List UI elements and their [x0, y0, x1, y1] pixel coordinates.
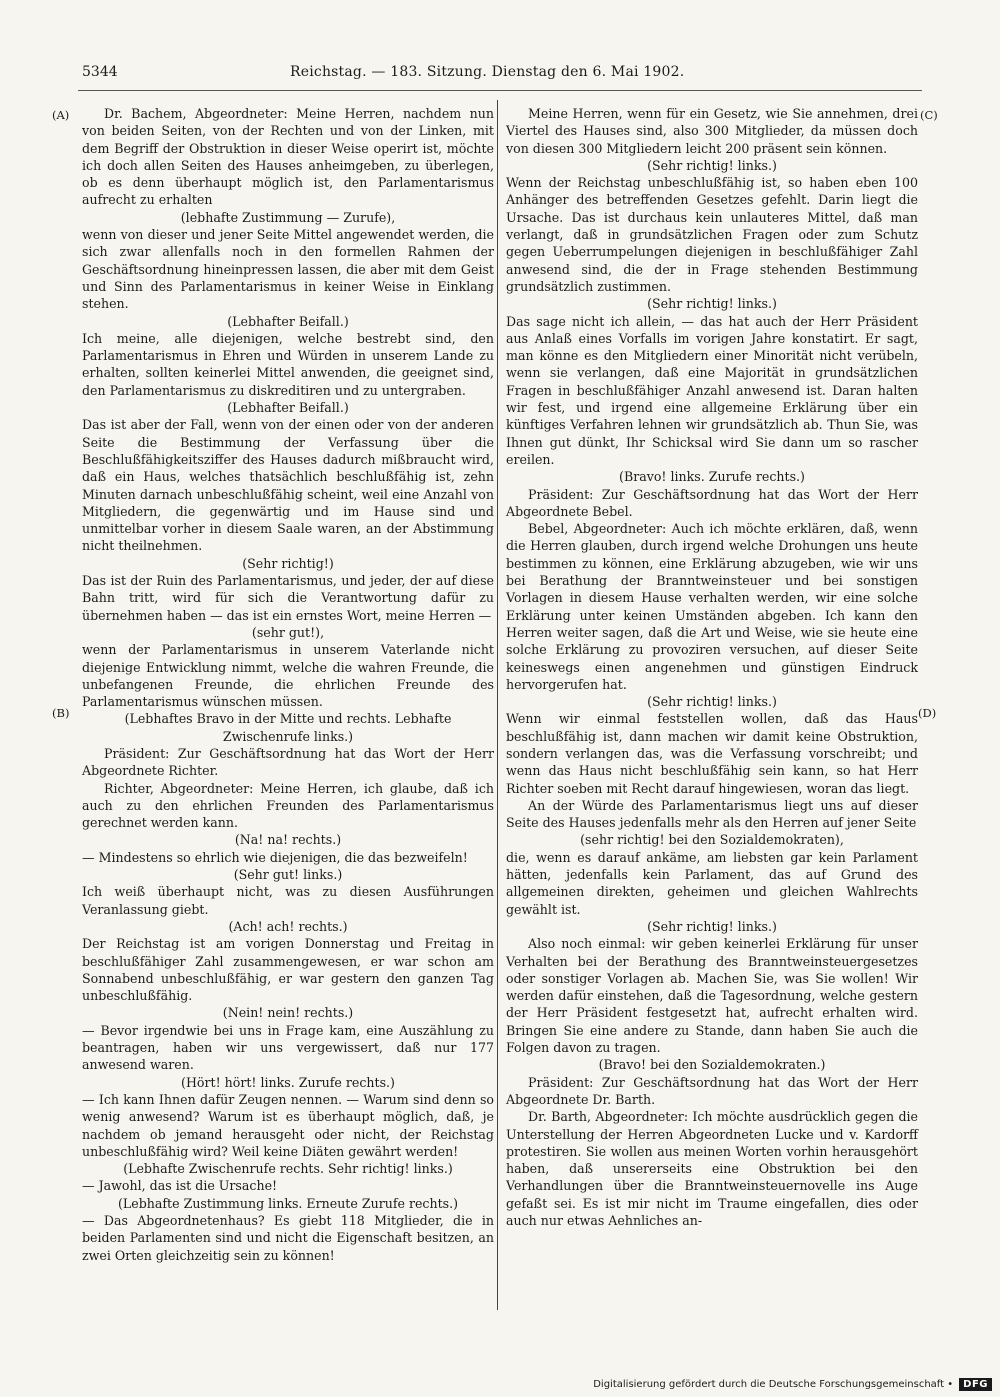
- interjection: (Ach! ach! rechts.): [228, 918, 348, 934]
- paragraph: Präsident: Zur Geschäftsordnung hat das Wort der Herr Abgeordnete Bebel.: [506, 486, 918, 519]
- footer-text: Digitalisierung gefördert durch die Deutsche Forschungsgemeinschaft •: [593, 1379, 954, 1390]
- paragraph: — Das Abgeordnetenhaus? Es giebt 118 Mitglieder, die in beiden Parlamenten sind und nicht die Eigenschaft besitzen, an zwei Orten gleichzeitig sein zu können!: [82, 1213, 494, 1263]
- footer: [593, 1378, 992, 1391]
- paragraph: — Ich kann Ihnen dafür Zeugen nennen. — Warum sind denn so wenig anwesend? Warum ist es überhaupt möglich, daß, je nachdem ob jemand herausgeht oder nicht, der Reichstag unbeschlußfähig wird? Weil keine Diäten gewährt werden!: [82, 1091, 494, 1159]
- page-number: 5344: [82, 64, 118, 80]
- margin-marker-b: (B): [52, 706, 70, 720]
- interjection: (Bravo! links. Zurufe rechts.): [619, 469, 805, 485]
- paragraph: Der Reichstag ist am vorigen Donnerstag und Freitag in beschlußfähiger Zahl zusammengewesen, er war schon am Sonnabend unbeschlußfähig, er war gestern den ganzen Tag unbeschlußfähig.: [82, 936, 494, 1004]
- paragraph: An der Würde des Parlamentarismus liegt uns auf dieser Seite des Hauses jedenfalls mehr als den Herren auf jener Seite: [506, 797, 918, 831]
- interjection: (Sehr richtig! links.): [647, 157, 777, 173]
- interjection: (Nein! nein! rechts.): [222, 1005, 354, 1021]
- paragraph: die, wenn es darauf ankäme, am liebsten gar kein Parlament hätten, jedenfalls kein Parlament, das auf Grund des allgemeinen direkten, geheimen und gleichen Wahlrechts gewählt ist.: [506, 849, 918, 917]
- interjection: (Lebhafte Zustimmung links. Erneute Zurufe rechts.): [117, 1195, 459, 1211]
- margin-marker-c: (C): [920, 108, 938, 122]
- left-column: [82, 105, 494, 1264]
- paragraph: Ich weiß überhaupt nicht, was zu diesen Ausführungen Veranlassung giebt.: [82, 884, 494, 917]
- margin-marker-d: (D): [918, 706, 937, 720]
- paragraph: Dr. Bachem, Abgeordneter: Meine Herren, nachdem nun von beiden Seiten, von der Rechten und von der Linken, mit dem Begriff der Obstruktion in dieser Weise operirt ist, möchte ich doch allen Seiten des Hauses anheimgeben, zu überlegen, ob es denn überhaupt möglich ist, den Parlamentarismus aufrecht zu erhalten: [82, 106, 494, 208]
- interjection: (Bravo! bei den Sozialdemokraten.): [598, 1057, 826, 1073]
- paragraph: Richter, Abgeordneter: Meine Herren, ich glaube, daß ich auch zu den ehrlichen Freunden des Parlamentarismus gerechnet werden kann.: [82, 780, 494, 831]
- interjection: (sehr richtig! bei den Sozialdemokraten),: [580, 832, 844, 848]
- paragraph: Präsident: Zur Geschäftsordnung hat das Wort der Herr Abgeordnete Richter.: [82, 745, 494, 779]
- right-column: [506, 105, 918, 1229]
- paragraph: Ich meine, alle diejenigen, welche bestrebt sind, den Parlamentarismus in Ehren und Würden in unserem Lande zu erhalten, sollten keinerlei Mittel anwenden, die geeignet sind, den Parlamentarismus zu diskreditiren und zu untergraben.: [82, 330, 494, 398]
- dfg-logo: DFG: [959, 1378, 992, 1391]
- paragraph: Dr. Barth, Abgeordneter: Ich möchte ausdrücklich gegen die Unterstellung der Herren Abgeordneten Lucke und v. Kardorff protestiren. Sie wollen aus meinen Worten vorhin herausgehört haben, daß unsererseits eine Obstruktion bei den Verhandlungen über die Branntweinsteuernovelle ins Auge gefaßt sei. Es ist mir nicht im Traume eingefallen, dies oder auch nur etwas Aehnliches an-: [506, 1109, 918, 1228]
- interjection: (Sehr gut! links.): [233, 867, 343, 883]
- paragraph: — Bevor irgendwie bei uns in Frage kam, eine Auszählung zu beantragen, haben wir uns vergewissert, daß nur 177 anwesend waren.: [82, 1022, 494, 1073]
- interjection: (Lebhafte Zwischenrufe rechts. Sehr richtig! links.): [123, 1161, 453, 1177]
- paragraph: Meine Herren, wenn für ein Gesetz, wie Sie annehmen, drei Viertel des Hauses sind, also 300 Mitglieder, da müssen doch von diesen 300 Mitgliedern leicht 200 präsent sein können.: [506, 106, 918, 156]
- interjection: (Lebhaftes Bravo in der Mitte und rechts. Lebhafte Zwischenrufe links.): [124, 711, 452, 744]
- paragraph: Das ist aber der Fall, wenn von der einen oder von der anderen Seite die Bestimmung der Verfassung über die Beschlußfähigkeitsziffer des Hauses dadurch mißbraucht wird, daß ein Haus, welches thatsächlich beschlußfähig ist, zehn Minuten darnach unbeschlußfähig scheint, weil eine Anzahl von Mitgliedern, die gegenwärtig und im Hause sind und unmittelbar vorher in diesem Saale waren, an der Abstimmung nicht theilnehmen.: [82, 417, 494, 554]
- interjection: (lebhafte Zustimmung — Zurufe),: [180, 209, 396, 225]
- interjection: (Na! na! rechts.): [234, 832, 342, 848]
- header-rule: [78, 90, 922, 91]
- paragraph: Also noch einmal: wir geben keinerlei Erklärung für unser Verhalten bei der Berathung des Branntweinsteuergesetzes oder sonstiger Vorlagen ab. Machen Sie, was Sie wollen! Wir werden dafür einstehen, daß die Tagesordnung, welche gestern der Herr Präsident festgesetzt hat, aufrecht erhalten wird. Bringen Sie eine andere zu Stande, dann haben Sie auch die Folgen davon zu tragen.: [506, 936, 918, 1056]
- interjection: (Sehr richtig! links.): [647, 918, 777, 934]
- paragraph: Das ist der Ruin des Parlamentarismus, und jeder, der auf diese Bahn tritt, wird für sich die Verantwortung dafür zu übernehmen haben — das ist ein ernstes Wort, meine Herren —: [82, 573, 494, 623]
- paragraph: Wenn wir einmal feststellen wollen, daß das Haus beschlußfähig ist, dann machen wir damit keine Obstruktion, sondern verlangen das, was die Verfassung vorschreibt; und wenn das Haus nicht beschlußfähig sein kann, so hat Herr Richter soeben mit Recht darauf hingewiesen, woran das liegt.: [506, 711, 918, 796]
- margin-marker-a: (A): [52, 108, 70, 122]
- interjection: (Sehr richtig! links.): [647, 694, 777, 710]
- interjection: (Sehr richtig!): [242, 555, 334, 571]
- interjection: (Sehr richtig! links.): [647, 296, 777, 312]
- interjection: (Lebhafter Beifall.): [227, 313, 349, 329]
- interjection: (sehr gut!),: [251, 624, 325, 640]
- paragraph: Präsident: Zur Geschäftsordnung hat das Wort der Herr Abgeordnete Dr. Barth.: [506, 1074, 918, 1107]
- paragraph: — Mindestens so ehrlich wie diejenigen, die das bezweifeln!: [82, 849, 468, 865]
- interjection: (Lebhafter Beifall.): [227, 400, 349, 416]
- paragraph: Bebel, Abgeordneter: Auch ich möchte erklären, daß, wenn die Herren glauben, durch irgend welche Drohungen uns heute bestimmen zu können, eine Erklärung abzugeben, wie wir uns bei Berathung der Branntweinsteuer und bei sonstigen Vorlagen in diesem Hause verhalten werden, wir eine solche Erklärung unter keinen Umständen abgeben. Ich kann den Herren weiter sagen, daß die Art und Weise, wie sie heute eine solche Erklärung zu provoziren versuchen, auf dieser Seite keineswegs einen angenehmen und günstigen Eindruck hervorgerufen hat.: [506, 521, 918, 692]
- column-divider: [497, 100, 498, 1310]
- interjection: (Hört! hört! links. Zurufe rechts.): [181, 1074, 395, 1090]
- paragraph: wenn von dieser und jener Seite Mittel angewendet werden, die sich zwar allenfalls noch in den formellen Rahmen der Geschäftsordnung hineinpressen lassen, die aber mit dem Geist und Sinn des Parlamentarismus in keiner Weise in Einklang stehen.: [82, 227, 494, 312]
- paragraph: — Jawohl, das ist die Ursache!: [82, 1178, 278, 1194]
- running-title: Reichstag. — 183. Sitzung. Dienstag den 6. Mai 1902.: [290, 64, 685, 80]
- paragraph: Das sage nicht ich allein, — das hat auch der Herr Präsident aus Anlaß eines Vorfalls im vorigen Jahre konstatirt. Er sagt, man könne es den Mitgliedern einer Minorität nicht verübeln, wenn sie verlangen, daß eine Majorität in grundsätzlichen Fragen in beschlußfähiger Anzahl anwesend ist. Daran halten wir fest, und irgend eine allgemeine Erklärung über ein künftiges Verfahren lehnen wir grundsätzlich ab. Thun Sie, was Ihnen gut dünkt, Ihr Schicksal wird Sie dann um so rascher ereilen.: [506, 313, 918, 467]
- paragraph: wenn der Parlamentarismus in unserem Vaterlande nicht diejenige Entwicklung nimmt, welche die wahren Freunde, die unbefangenen Freunde, die ehrlichen Freunde des Parlamentarismus wünschen müssen.: [82, 642, 494, 710]
- paragraph: Wenn der Reichstag unbeschlußfähig ist, so haben eben 100 Anhänger des betreffenden Gesetzes gefehlt. Darin liegt die Ursache. Das ist durchaus kein unlauteres Mittel, daß man verlangt, daß in grundsätzlichen Fragen oder zum Schutz gegen Ueberrumpelungen diejenigen in beschlußfähiger Zahl anwesend sind, die der in Frage stehenden Bestimmung grundsätzlich zustimmen.: [506, 175, 918, 294]
